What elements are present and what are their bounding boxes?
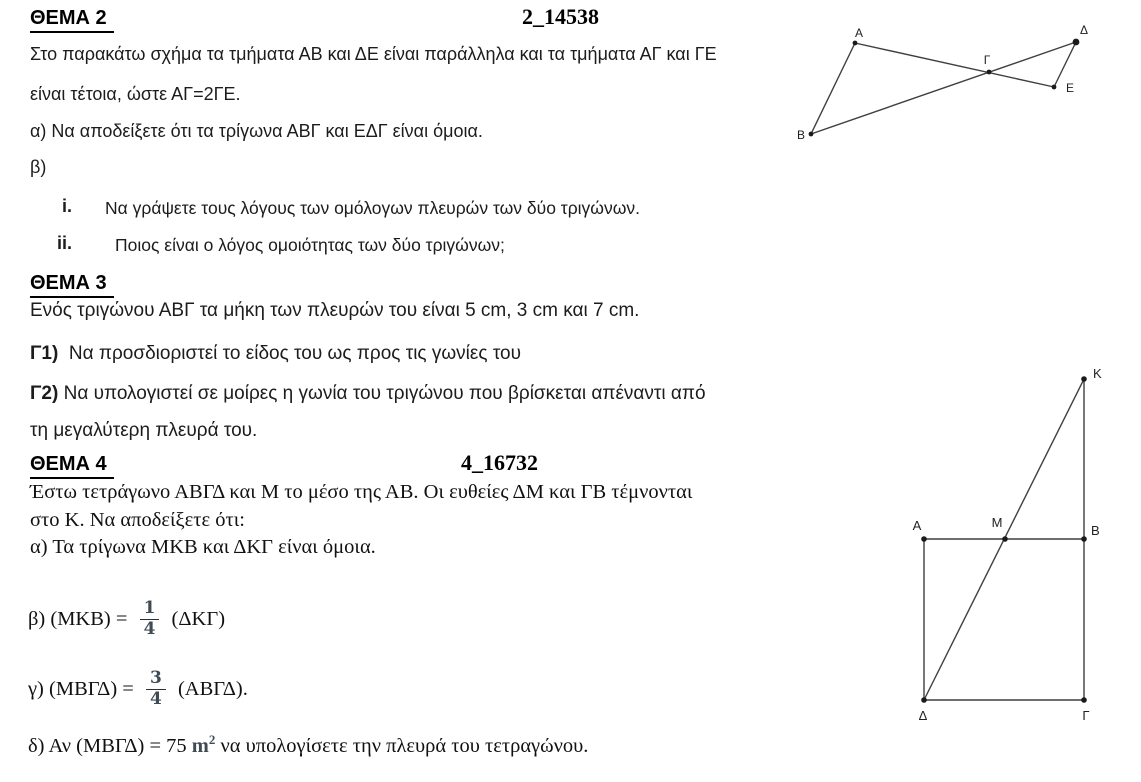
theme2-intro-line2: είναι τέτοια, ώστε ΑΓ=2ΓΕ. xyxy=(30,84,241,104)
formula-d-suffix: να υπολογίσετε την πλευρά του τετραγώνου. xyxy=(215,734,589,757)
theme2-item-i-marker: i. xyxy=(62,196,73,216)
theme3-g2-text: Να υπολογιστεί σε μοίρες η γωνία του τριγώνου που βρίσκεται απέναντι από xyxy=(58,383,706,404)
theme2-title: ΘΕΜΑ 2 xyxy=(30,7,114,33)
theme3-g1-text: Να προσδιοριστεί το είδος του ως προς τις γωνίες του xyxy=(58,343,522,364)
point-B xyxy=(809,132,814,137)
theme2-part-a: α) Να αποδείξετε ότι τα τρίγωνα ΑΒΓ και ΕΔΓ είναι όμοια. xyxy=(30,121,483,141)
theme3-g1 xyxy=(30,343,521,365)
theme4-part-c-formula xyxy=(28,659,248,719)
theme2-code: 2_14538 xyxy=(522,4,599,29)
point-G xyxy=(1081,697,1087,703)
formula-c-suffix: (ΑΒΓΔ). xyxy=(172,677,248,700)
theme3-g2-continuation: τη μεγαλύτερη πλευρά του. xyxy=(30,420,258,441)
formula-b-suffix: (ΔΚΓ) xyxy=(166,607,226,630)
square-meters-unit xyxy=(191,732,216,757)
point-D xyxy=(1073,39,1080,46)
figure2-label-B: Β xyxy=(1091,523,1100,538)
point-A xyxy=(853,41,858,46)
theme2-intro-line1: Στο παρακάτω σχήμα τα τμήματα ΑΒ και ΔΕ είναι παράλληλα και τα τμήματα ΑΓ και ΓΕ xyxy=(30,44,717,64)
figure2-label-D: Δ xyxy=(918,708,928,723)
theme4-part-a: α) Τα τρίγωνα ΜΚΒ και ΔΚΓ είναι όμοια. xyxy=(30,536,376,558)
theme4-intro-line1: Έστω τετράγωνο ΑΒΓΔ και Μ το μέσο της ΑΒ. Οι ευθείες ΔΜ και ΓΒ τέμνονται xyxy=(30,481,693,503)
figure1-label-G: Γ xyxy=(983,53,991,67)
fraction-c-denominator: 4 xyxy=(150,688,162,709)
fraction-three-fourths xyxy=(146,669,166,709)
point-M xyxy=(1002,536,1008,542)
theme4-part-b-formula xyxy=(28,589,225,649)
theme3-g1-label: Γ1) xyxy=(30,343,59,364)
point-A xyxy=(921,536,927,542)
figure-square-abgd-k xyxy=(880,360,1141,730)
theme2-part-b: β) xyxy=(30,157,47,177)
theme2-item-i-text: Να γράψετε τους λόγους των ομόλογων πλευρών των δύο τριγώνων. xyxy=(105,198,640,218)
formula-d-prefix: δ) Αν (ΜΒΓΔ) = 75 xyxy=(28,734,192,757)
point-E xyxy=(1052,85,1057,90)
point-K xyxy=(1081,376,1087,382)
theme2-item-ii-marker: ii. xyxy=(57,233,73,253)
fraction-c-numerator: 3 xyxy=(150,667,162,688)
figure1-label-D: Δ xyxy=(1079,23,1089,37)
figure2-label-M: Μ xyxy=(991,515,1003,530)
figure1-label-B: Β xyxy=(797,128,806,142)
figure2-label-G: Γ xyxy=(1082,708,1090,723)
unit-exponent: 2 xyxy=(208,732,216,747)
unit-m: m xyxy=(191,734,209,757)
fraction-b-denominator: 4 xyxy=(143,618,156,639)
figure-triangles-abg-edg xyxy=(795,10,1141,160)
figure2-label-A: Α xyxy=(912,518,922,533)
figure1-label-E: Ε xyxy=(1066,81,1075,95)
figure1-label-A: Α xyxy=(854,26,864,40)
formula-c-prefix: γ) (ΜΒΓΔ) = xyxy=(28,677,139,700)
fraction-b-numerator: 1 xyxy=(143,597,156,618)
theme3-g2 xyxy=(30,383,706,405)
theme4-code: 4_16732 xyxy=(461,450,538,475)
theme3-intro: Ενός τριγώνου ΑΒΓ τα μήκη των πλευρών του είναι 5 cm, 3 cm και 7 cm. xyxy=(30,300,640,321)
fraction-one-fourth xyxy=(140,599,160,639)
point-B xyxy=(1081,536,1087,542)
theme4-intro-line2: στο Κ. Να αποδείξετε ότι: xyxy=(30,509,245,531)
theme2-item-ii-text: Ποιος είναι ο λόγος ομοιότητας των δύο τριγώνων; xyxy=(115,235,505,255)
figure2-label-K: Κ xyxy=(1093,366,1102,381)
theme3-g2-label: Γ2) xyxy=(30,383,59,404)
theme4-part-d xyxy=(28,732,588,758)
theme4-title: ΘΕΜΑ 4 xyxy=(30,453,114,479)
theme3-title: ΘΕΜΑ 3 xyxy=(30,272,114,298)
point-G xyxy=(987,70,992,75)
formula-b-prefix: β) (ΜΚΒ) = xyxy=(28,607,133,630)
point-D xyxy=(921,697,927,703)
